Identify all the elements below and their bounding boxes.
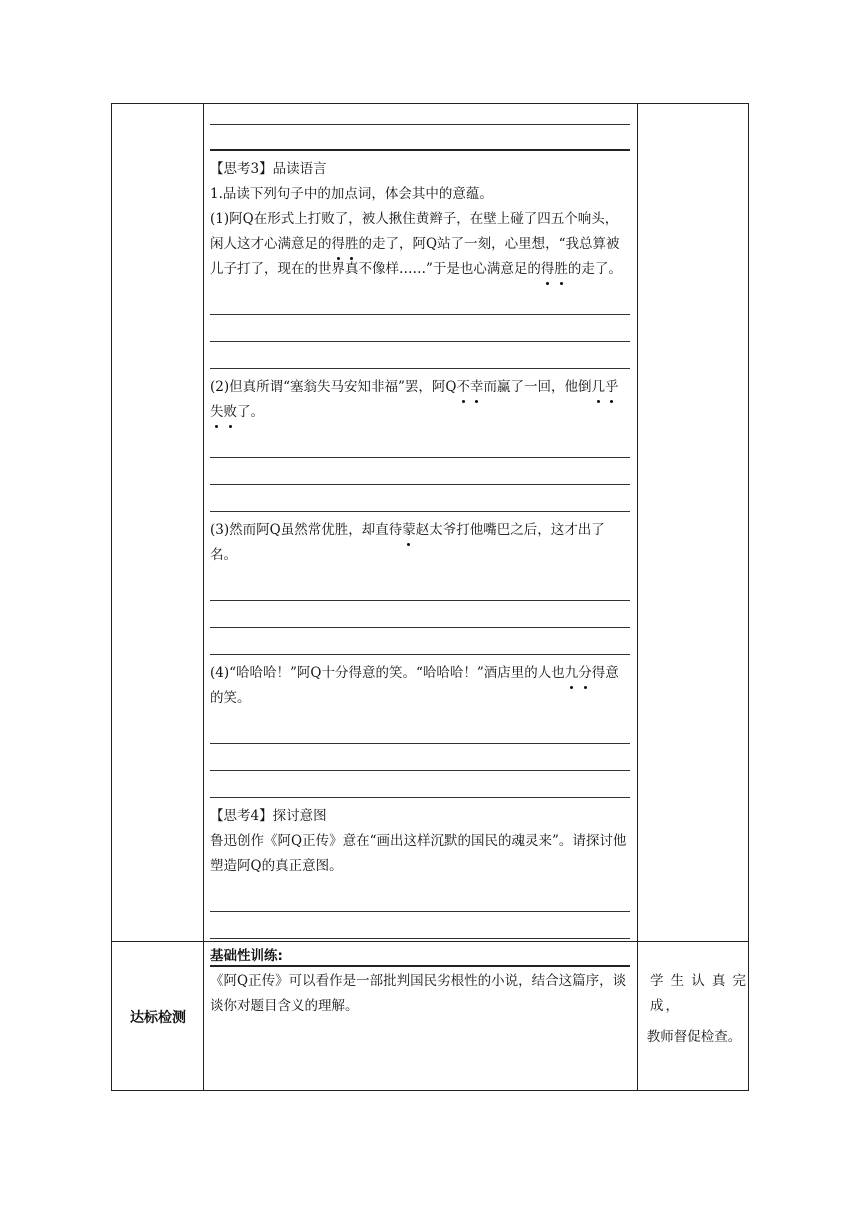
think3-heading: 【思考3】品读语言 bbox=[210, 161, 327, 177]
teacher-note: 教师督促检查。 bbox=[646, 1029, 742, 1045]
dotted-char: 乎 bbox=[605, 375, 619, 400]
answer-line bbox=[210, 485, 630, 512]
think4-text: 鲁迅创作《阿Q正传》意在“画出这样沉默的国民的魂灵来”。请探讨他塑造阿Q的真正意图。 bbox=[210, 833, 627, 874]
answer-line bbox=[210, 717, 630, 744]
dotted-char: 失 bbox=[210, 400, 224, 425]
sentence-2: (2)但真所谓“塞翁失马安知非福”罢，阿Q不幸而赢了一回，他倒几乎失败了。 bbox=[210, 375, 630, 425]
assessment-subheading: 基础性训练: bbox=[210, 948, 283, 964]
dotted-char: 得 bbox=[332, 232, 346, 257]
dotted-char: 幸 bbox=[470, 375, 484, 400]
answer-line bbox=[210, 342, 630, 369]
dotted-char: 几 bbox=[592, 375, 606, 400]
dotted-char: 分 bbox=[578, 661, 592, 686]
answer-line bbox=[210, 458, 630, 485]
answer-line bbox=[210, 431, 630, 458]
section-label: 达标检测 bbox=[130, 1010, 186, 1026]
answer-line bbox=[210, 288, 630, 315]
think4-heading: 【思考4】探讨意图 bbox=[210, 808, 327, 824]
answer-line bbox=[210, 124, 630, 125]
answer-line bbox=[210, 315, 630, 342]
thinking-section bbox=[210, 124, 630, 967]
sentence-4: (4)“哈哈哈！”阿Q十分得意的笑。“哈哈哈！”酒店里的人也九分得意的笑。 bbox=[210, 661, 630, 711]
dotted-char: 不 bbox=[457, 375, 471, 400]
dotted-char: 得 bbox=[541, 257, 555, 282]
answer-line bbox=[210, 149, 630, 151]
answer-line bbox=[210, 771, 630, 798]
think3-intro: 1.品读下列句子中的加点词，体会其中的意蕴。 bbox=[210, 186, 493, 202]
dotted-char: 九 bbox=[565, 661, 579, 686]
answer-line bbox=[210, 744, 630, 771]
dotted-char: 蒙 bbox=[402, 518, 416, 543]
answer-line bbox=[210, 574, 630, 601]
assessment-note bbox=[640, 969, 748, 1050]
dotted-char: 胜 bbox=[345, 232, 359, 257]
answer-line bbox=[210, 601, 630, 628]
student-note: 学生认真完成， bbox=[650, 973, 748, 1014]
assessment-question: 《阿Q正传》可以看作是一部批判国民劣根性的小说，结合这篇序，谈谈你对题目含义的理解。 bbox=[210, 973, 627, 1014]
answer-line bbox=[210, 912, 630, 939]
assessment-content bbox=[210, 944, 630, 1019]
answer-line bbox=[210, 628, 630, 655]
lesson-table bbox=[111, 103, 749, 1091]
sentence-1: (1)阿Q在形式上打败了，被人揪住黄辫子，在壁上碰了四五个响头，闲人这才心满意足的得胜的走了，阿Q站了一刻，心里想，“我总算被儿子打了，现在的世界真不像样……”于是也心满意足的得胜的走了。 bbox=[210, 207, 630, 282]
dotted-char: 败 bbox=[224, 400, 238, 425]
sentence-3: (3)然而阿Q虽然常优胜，却直待蒙赵太爷打他嘴巴之后，这才出了名。 bbox=[210, 518, 630, 568]
answer-line bbox=[210, 885, 630, 912]
dotted-char: 胜 bbox=[554, 257, 568, 282]
column-divider-2 bbox=[637, 104, 638, 1090]
column-divider-1 bbox=[203, 104, 204, 1090]
